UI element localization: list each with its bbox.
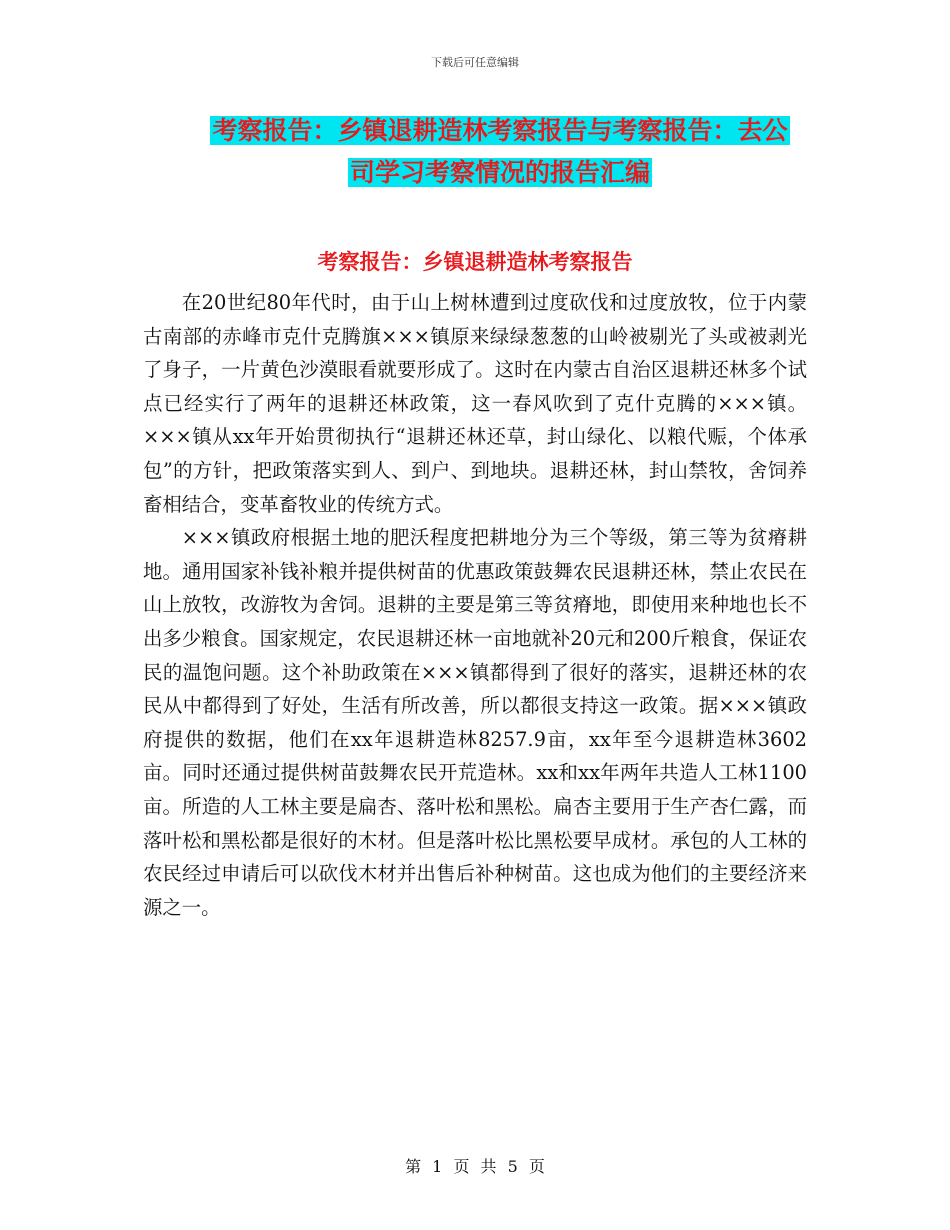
paragraph-2: ×××镇政府根据土地的肥沃程度把耕地分为三个等级，第三等为贫瘠耕地。通用国家补钱补粮并提供树苗的优惠政策鼓舞农民退耕还林，禁止农民在山上放牧，改游牧为舍饲。退耕的主要是第三等贫瘠地，即使用来种地也长不出多少粮食。国家规定，农民退耕还林一亩地就补20元和200斤粮食，保证农民的温饱问题。这个补助政策在×××镇都得到了很好的落实，退耕还林的农民从中都得到了好处，生活有所改善，所以都很支持这一政策。据×××镇政府提供的数据，他们在xx年退耕造林8257.9亩，xx年至今退耕造林3602亩。同时还通过提供树苗鼓舞农民开荒造林。xx和xx年两年共造人工林1100亩。所造的人工林主要是扁杏、落叶松和黑松。扁杏主要用于生产杏仁露，而落叶松和黑松都是很好的木材。但是落叶松比黑松要早成材。承包的人工林的农民经过申请后可以砍伐木材并出售后补种树苗。这也成为他们的主要经济来源之一。	[143, 526, 807, 919]
document-title	[180, 110, 820, 194]
page-header: 下载后可任意编辑	[431, 56, 519, 69]
document-title-line-2: 司学习考察情况的报告汇编	[349, 158, 650, 187]
section-title: 考察报告：乡镇退耕造林考察报告	[317, 249, 633, 274]
document-title-line-1: 考察报告：乡镇退耕造林考察报告与考察报告：去公	[212, 116, 788, 145]
body-text	[143, 286, 807, 924]
page-footer: 第 1 页 共 5 页	[405, 1157, 545, 1176]
paragraph-1: 在20世纪80年代时，由于山上树林遭到过度砍伐和过度放牧，位于内蒙古南部的赤峰市克什克腾旗×××镇原来绿绿葱葱的山岭被剔光了头或被剥光了身子，一片黄色沙漠眼看就要形成了。这时在内蒙古自治区退耕还林多个试点已经实行了两年的退耕还林政策，这一春风吹到了克什克腾的×××镇。×××镇从xx年开始贯彻执行“退耕还林还草，封山绿化、以粮代赈，个体承包”的方针，把政策落实到人、到户、到地块。退耕还林，封山禁牧，舍饲养畜相结合，变革畜牧业的传统方式。	[143, 291, 807, 516]
